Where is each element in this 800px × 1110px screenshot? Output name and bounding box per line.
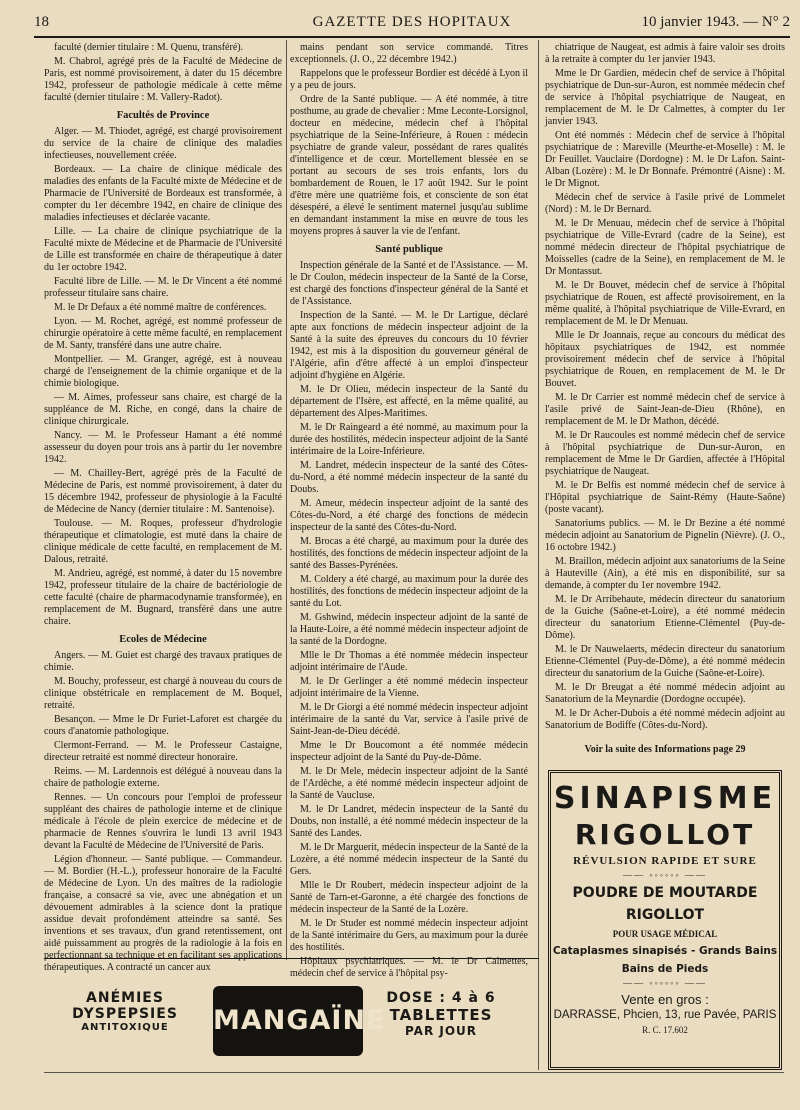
- paragraph: Légion d'honneur. — Santé publique. — Commandeur. — M. Bordier (H.-L.), professeur honoraire de la Faculté de Médecine de Lyon. Un des maîtres de la radiologie française, a consacré sa vie, avec une abnégation et un dévouement admirables à la science dont la pratique assidue devait profondément atteindre sa santé. Ses inventions et ses travaux, d'un grand retentissement, ont aidé puissamment au progrès de la radiologie à la fois en perfectionnant sa technique et en facilitant ses applications thérapeutiques. A contracté un cancer aux: [44, 854, 282, 973]
- column-divider: [538, 40, 539, 1070]
- section-heading: Ecoles de Médecine: [119, 634, 207, 645]
- paragraph: M. Gshwind, médecin inspecteur adjoint de la santé de la Haute-Loire, a été nommé médecin inspecteur adjoint de la santé de la Dordogne.: [290, 612, 528, 647]
- journal-title: GAZETTE DES HOPITAUX: [312, 14, 512, 30]
- ad-vente: Vente en gros :: [621, 992, 709, 1007]
- paragraph: M. le Dr Studer est nommé médecin inspecteur adjoint de la Santé intérimaire du Gers, au maximum pour la durée des hostilités.: [290, 918, 528, 953]
- ad-text: PAR JOUR: [404, 1024, 478, 1038]
- paragraph: M. le Dr Belfis est nommé médecin chef de service à l'Hôpital psychiatrique de Saint-Rémy (Haute-Saône) (poste vacant).: [545, 480, 785, 515]
- paragraph: Bordeaux. — La chaire de clinique médicale des maladies des enfants de la Faculté mixte de Médecine et de Pharmacie de l'Université de Bordeaux est transformée, à compter du 1er décembre 1942, en chaire de clinique des maladies infectieuses et déclarée vacante.: [44, 164, 282, 223]
- paragraph: Rappelons que le professeur Bordier est décédé à Lyon il y a peu de jours.: [290, 68, 528, 91]
- footer-rule: [44, 1072, 784, 1073]
- paragraph: M. le Dr Giorgi a été nommé médecin inspecteur adjoint intérimaire de la santé du Var, service à l'asile privé de Saint-Jean-de-Dieu décédé.: [290, 702, 528, 737]
- paragraph: faculté (dernier titulaire : M. Quenu, transféré).: [54, 42, 244, 53]
- section-heading: Facultés de Province: [116, 110, 210, 121]
- paragraph: Mlle le Dr Roubert, médecin inspecteur adjoint de la Santé de Tarn-et-Garonne, a été chargée des fonctions de médecin inspecteur de la Santé de la Lozère.: [290, 880, 528, 915]
- paragraph: M. Braillon, médecin adjoint aux sanatoriums de la Seine à Hauteville (Ain), a été mis en disponibilité, sur sa demande, à compter du 1er novembre 1942.: [545, 556, 785, 591]
- paragraph: — M. Aimes, professeur sans chaire, est chargé de la suppléance de M. Riche, en congé, dans la chaire de clinique chirurgicale.: [44, 392, 282, 427]
- ornament-divider: —— ◦◦◦◦◦◦ ——: [623, 978, 707, 988]
- paragraph: Lille. — La chaire de clinique psychiatrique de la Faculté mixte de Médecine et de Pharmacie de l'Université de Lille est transformée en chaire de thérapeutique à dater du 1er octobre 1942.: [44, 226, 282, 273]
- ad-cataplasmes: Cataplasmes sinapisés - Grands Bains: [552, 945, 778, 957]
- ad-tagline: RÉVULSION RAPIDE ET SURE: [573, 855, 757, 867]
- ad-address: DARRASSE, Phcien, 13, rue Pavée, PARIS: [553, 1009, 777, 1021]
- ad-registry: R. C. 17.602: [642, 1025, 688, 1035]
- column-middle: [290, 42, 528, 979]
- page-header: [34, 8, 790, 38]
- paragraph: M. le Dr Carrier est nommé médecin chef de service à l'asile privé de Saint-Jean-de-Dieu (Rhône), en remplacement de M. le Dr Mathon, décédé.: [545, 392, 785, 427]
- paragraph: M. le Dr Raucoules est nommé médecin chef de service à l'hôpital psychiatrique de Dun-sur-Auron, en remplacement de Mme le Dr Gardien, affectée à l'Hôpital psychiatrique de Naugeat.: [545, 430, 785, 477]
- paragraph: M. Coldery a été chargé, au maximum pour la durée des hostilités, des fonctions de médecin inspecteur adjoint de la santé du Lot.: [290, 574, 528, 609]
- paragraph: Faculté libre de Lille. — M. le Dr Vincent a été nommé professeur titulaire sans chaire.: [44, 276, 282, 299]
- ad-text: DOSE : 4 à 6: [386, 990, 496, 1006]
- paragraph: M. le Dr Raingeard a été nommé, au maximum pour la durée des hostilités, médecin inspecteur adjoint de la Santé intérimaire de la Loire-Inférieure.: [290, 422, 528, 457]
- paragraph: M. le Dr Gerlinger a été nommé médecin inspecteur adjoint intérimaire de la Vienne.: [290, 676, 528, 699]
- continued-note: Voir la suite des Informations page 29: [584, 744, 746, 755]
- ad-brand-sub: RIGOLLOT: [574, 818, 756, 851]
- ad-text: ANÉMIES: [86, 990, 164, 1006]
- paragraph: Lyon. — M. Rochet, agrégé, est nommé professeur de chirurgie opératoire à cette même faculté, en remplacement de M. Santy, transféré dans une autre chaire.: [44, 316, 282, 351]
- paragraph: Toulouse. — M. Roques, professeur d'hydrologie thérapeutique et climatologie, est muté dans la chaire de clinique médicale de cette faculté, en remplacement de M. Dalous, retraité.: [44, 518, 282, 565]
- ad-text: TABLETTES: [389, 1006, 493, 1024]
- paragraph: mains pendant son service commandé. Titres exceptionnels. (J. O., 22 décembre 1942.): [290, 42, 528, 65]
- ad-usage: POUR USAGE MÉDICAL: [612, 929, 718, 939]
- paragraph: M. Andrieu, agrégé, est nommé, à dater du 15 novembre 1942, professeur titulaire de la chaire de bactériologie de cette faculté (chaire de pharmacodynamie transformée), en remplacement de M. Bugnard, transféré dans une autre chaire.: [44, 568, 282, 627]
- paragraph: M. le Dr Mele, médecin inspecteur adjoint de la Santé de l'Ardèche, a été nommé médecin inspecteur adjoint de la Santé de Vaucluse.: [290, 766, 528, 801]
- paragraph: Clermont-Ferrand. — M. le Professeur Castaigne, directeur retraité est nommé directeur honoraire.: [44, 740, 282, 763]
- ad-right-block: [376, 990, 506, 1038]
- paragraph: M. Chabrol, agrégé près de la Faculté de Médecine de Paris, est nommé provisoirement, à dater du 15 décembre 1942, professeur de pathologie médicale à cette même faculté (dernier titulaire : M. Vallery-Radot).: [44, 56, 282, 103]
- paragraph: M. Landret, médecin inspecteur de la santé des Côtes-du-Nord, a été nommé médecin inspecteur de la santé du Doubs.: [290, 460, 528, 495]
- ad-product-brand: RIGOLLOT: [625, 907, 705, 923]
- paragraph: chiatrique de Naugeat, est admis à faire valoir ses droits à la retraite à compter du 1er janvier 1943.: [545, 42, 785, 65]
- paragraph: Reims. — M. Lardennois est délégué à nouveau dans la chaire de pathologie externe.: [44, 766, 282, 789]
- paragraph: Ordre de la Santé publique. — A été nommée, à titre posthume, au grade de chevalier : Mme Leconte-Lorsignol, docteur en médecine, médecin chef à l'hôpital psychiatrique de la Seine-Inférieure, à Rouen : médecin psychiatre de grande valeur, possédant de rares qualités d'intelligence et de cœur. Mortellement blessée en se portant au secours de ses trois enfants, lors du bombardement de Rouen, le 17 août 1942. Sur le point d'être mère une quatrième fois, et consciente de son état désespéré, a élevé le sentiment maternel jusqu'au sublime en demandant instamment la mise en œuvre de tous les moyens propres à sauver la vie de l'enfant.: [290, 94, 528, 237]
- paragraph: M. Brocas a été chargé, au maximum pour la durée des hostilités, des fonctions de médecin inspecteur adjoint de la santé des Basses-Pyrénées.: [290, 536, 528, 571]
- paragraph: M. Ameur, médecin inspecteur adjoint de la santé des Côtes-du-Nord, a été chargé des fonctions de médecin inspecteur de la santé des Côtes-du-Nord.: [290, 498, 528, 533]
- paragraph: Mme le Dr Gardien, médecin chef de service à l'hôpital psychiatrique de Dun-sur-Auron, est nommée médecin chef de service à l'hôpital psychiatrique de Naugeat, en remplacement de M. le Dr Calmettes, à compter du 1er janvier 1943.: [545, 68, 785, 127]
- paragraph: Mme le Dr Boucomont a été nommée médecin inspecteur adjoint de la Santé du Puy-de-Dôme.: [290, 740, 528, 763]
- header-rule: [34, 36, 790, 38]
- ad-bains: Bains de Pieds: [621, 963, 709, 975]
- ad-brand: SINAPISME: [553, 781, 777, 816]
- mangaine-logo: MANGAÏNE: [213, 986, 363, 1056]
- paragraph: M. le Dr Menuau, médecin chef de service à l'hôpital psychiatrique de Ville-Evrard (cadre de la Seine), est nommé médecin directeur de l'hôpital psychiatrique de Moisselles (cadre de la Seine), en remplacement de M. le Dr Montassut.: [545, 218, 785, 277]
- paragraph: M. le Dr Breugat a été nommé médecin adjoint au Sanatorium de la Meynardie (Dordogne occupée).: [545, 682, 785, 705]
- paragraph: — M. Chailley-Bert, agrégé près de la Faculté de Médecine de Paris, est nommé provisoirement, à dater du 15 décembre 1942, professeur de physiologie à la Faculté de Médecine de Nancy (dernier titulaire : M. Santenoise).: [44, 468, 282, 515]
- paragraph: Ont été nommés : Médecin chef de service à l'hôpital psychiatrique de : Mareville (Meurthe-et-Moselle) : M. le Dr Feuillet. Vauclaire (Dordogne) : M. le Dr Lafon. Saint-Alban (Lozère) : M. le Dr Bonnafe. Prémontré (Aisne) : M. le Dr Mignot.: [545, 130, 785, 189]
- paragraph: Hôpitaux psychiatriques. — M. le Dr Calmettes, médecin chef de service à l'hôpital psy-: [290, 956, 528, 979]
- paragraph: M. le Dr Bouvet, médecin chef de service à l'hôpital psychiatrique de Rouen, est affecté provisoirement, en la même qualité, à l'hôpital psychiatrique de Ville-Evrard, en remplacement de M. le Dr Menuau.: [545, 280, 785, 327]
- ornament-divider: —— ◦◦◦◦◦◦ ——: [623, 870, 707, 880]
- ad-text: DYSPEPSIES: [72, 1006, 178, 1022]
- paragraph: Angers. — M. Guiet est chargé des travaux pratiques de chimie.: [44, 650, 282, 673]
- paragraph: M. le Dr Acher-Dubois a été nommé médecin adjoint au Sanatorium de Bodiffe (Côtes-du-Nord).: [545, 708, 785, 731]
- paragraph: Médecin chef de service à l'asile privé de Lommelet (Nord) : M. le Dr Bernard.: [545, 192, 785, 215]
- ad-left-block: [60, 990, 190, 1033]
- paragraph: Inspection de la Santé. — M. le Dr Lartigue, déclaré apte aux fonctions de médecin inspecteur adjoint de la Santé à la suite des épreuves du concours du 10 février 1942, est mis à la disposition du gouverneur général de l'Algérie, afin d'être affecté à un emploi d'inspecteur adjoint d'hygiène en Algérie.: [290, 310, 528, 381]
- paragraph: Alger. — M. Thiodet, agrégé, est chargé provisoirement du service de la chaire de clinique des maladies infectieuses, nouvellement créée.: [44, 126, 282, 161]
- paragraph: M. Bouchy, professeur, est chargé à nouveau du cours de clinique obstétricale en remplacement de M. Boquel, retraité.: [44, 676, 282, 711]
- paragraph: M. le Dr Landret, médecin inspecteur de la Santé du Doubs, non installé, a été nommé médecin inspecteur de la Santé des Landes.: [290, 804, 528, 839]
- paragraph: Montpellier. — M. Granger, agrégé, est à nouveau chargé de l'enseignement de la chimie organique et de la chimie biologique.: [44, 354, 282, 389]
- column-right: [545, 42, 785, 742]
- ad-product: POUDRE DE MOUTARDE: [572, 885, 758, 901]
- paragraph: M. le Dr Defaux a été nommé maître de conférences.: [54, 302, 267, 313]
- paragraph: M. le Dr Olieu, médecin inspecteur de la Santé du département de l'Isère, est affecté, en la même qualité, au département des Alpes-Maritimes.: [290, 384, 528, 419]
- paragraph: M. le Dr Marguerit, médecin inspecteur de la Santé de la Lozère, a été nommé médecin inspecteur de la Santé du Gers.: [290, 842, 528, 877]
- page-number: 18: [34, 14, 49, 30]
- paragraph: Rennes. — Un concours pour l'emploi de professeur suppléant des chaires de pathologie interne et de clinique médicale à l'école de plein exercice de médecine et de pharmacie de Rennes s'ouvrira le lundi 13 avril 1943 devant la Faculté de Médecine de l'Université de Paris.: [44, 792, 282, 851]
- paragraph: Mlle le Dr Joannais, reçue au concours du médicat des hôpitaux psychiatriques de 1942, est nommée provisoirement médecin chef de service à l'hôpital psychiatrique de Rouen, en remplacement de M. le Dr Bouvet.: [545, 330, 785, 389]
- paragraph: Sanatoriums publics. — M. le Dr Bezine a été nommé médecin adjoint au Sanatorium de Pignelin (Nièvre). (J. O., 16 octobre 1942.): [545, 518, 785, 553]
- column-left: [44, 42, 282, 973]
- issue-date: 10 janvier 1943. — N° 2: [641, 14, 790, 30]
- section-heading: Santé publique: [375, 244, 443, 255]
- ad-text: ANTITOXIQUE: [81, 1022, 169, 1033]
- paragraph: M. le Dr Arribehaute, médecin directeur du sanatorium de la Guiche (Saône-et-Loire), a été nommé médecin directeur du sanatorium Etienne-Clémentel (Puy-de-Dôme).: [545, 594, 785, 641]
- paragraph: M. le Dr Nauwelaerts, médecin directeur du sanatorium Etienne-Clémentel (Puy-de-Dôme), a été nommé médecin directeur du sanatorium de la Guiche (Saône-et-Loire).: [545, 644, 785, 679]
- paragraph: Besançon. — Mme le Dr Furiet-Laforet est chargée du cours d'anatomie pathologique.: [44, 714, 282, 737]
- paragraph: Nancy. — M. le Professeur Hamant a été nommé assesseur du doyen pour trois ans à partir du 1er novembre 1942.: [44, 430, 282, 465]
- advert-sinapisme: [548, 770, 782, 1070]
- column-divider: [286, 40, 287, 960]
- paragraph: Mlle le Dr Thomas a été nommée médecin inspecteur adjoint intérimaire de l'Aude.: [290, 650, 528, 673]
- paragraph: Inspection générale de la Santé et de l'Assistance. — M. le Dr Coulon, médecin inspecteur de la Santé de la Corse, est chargé des fonctions d'inspecteur général de la Santé et de l'Assistance.: [290, 260, 528, 307]
